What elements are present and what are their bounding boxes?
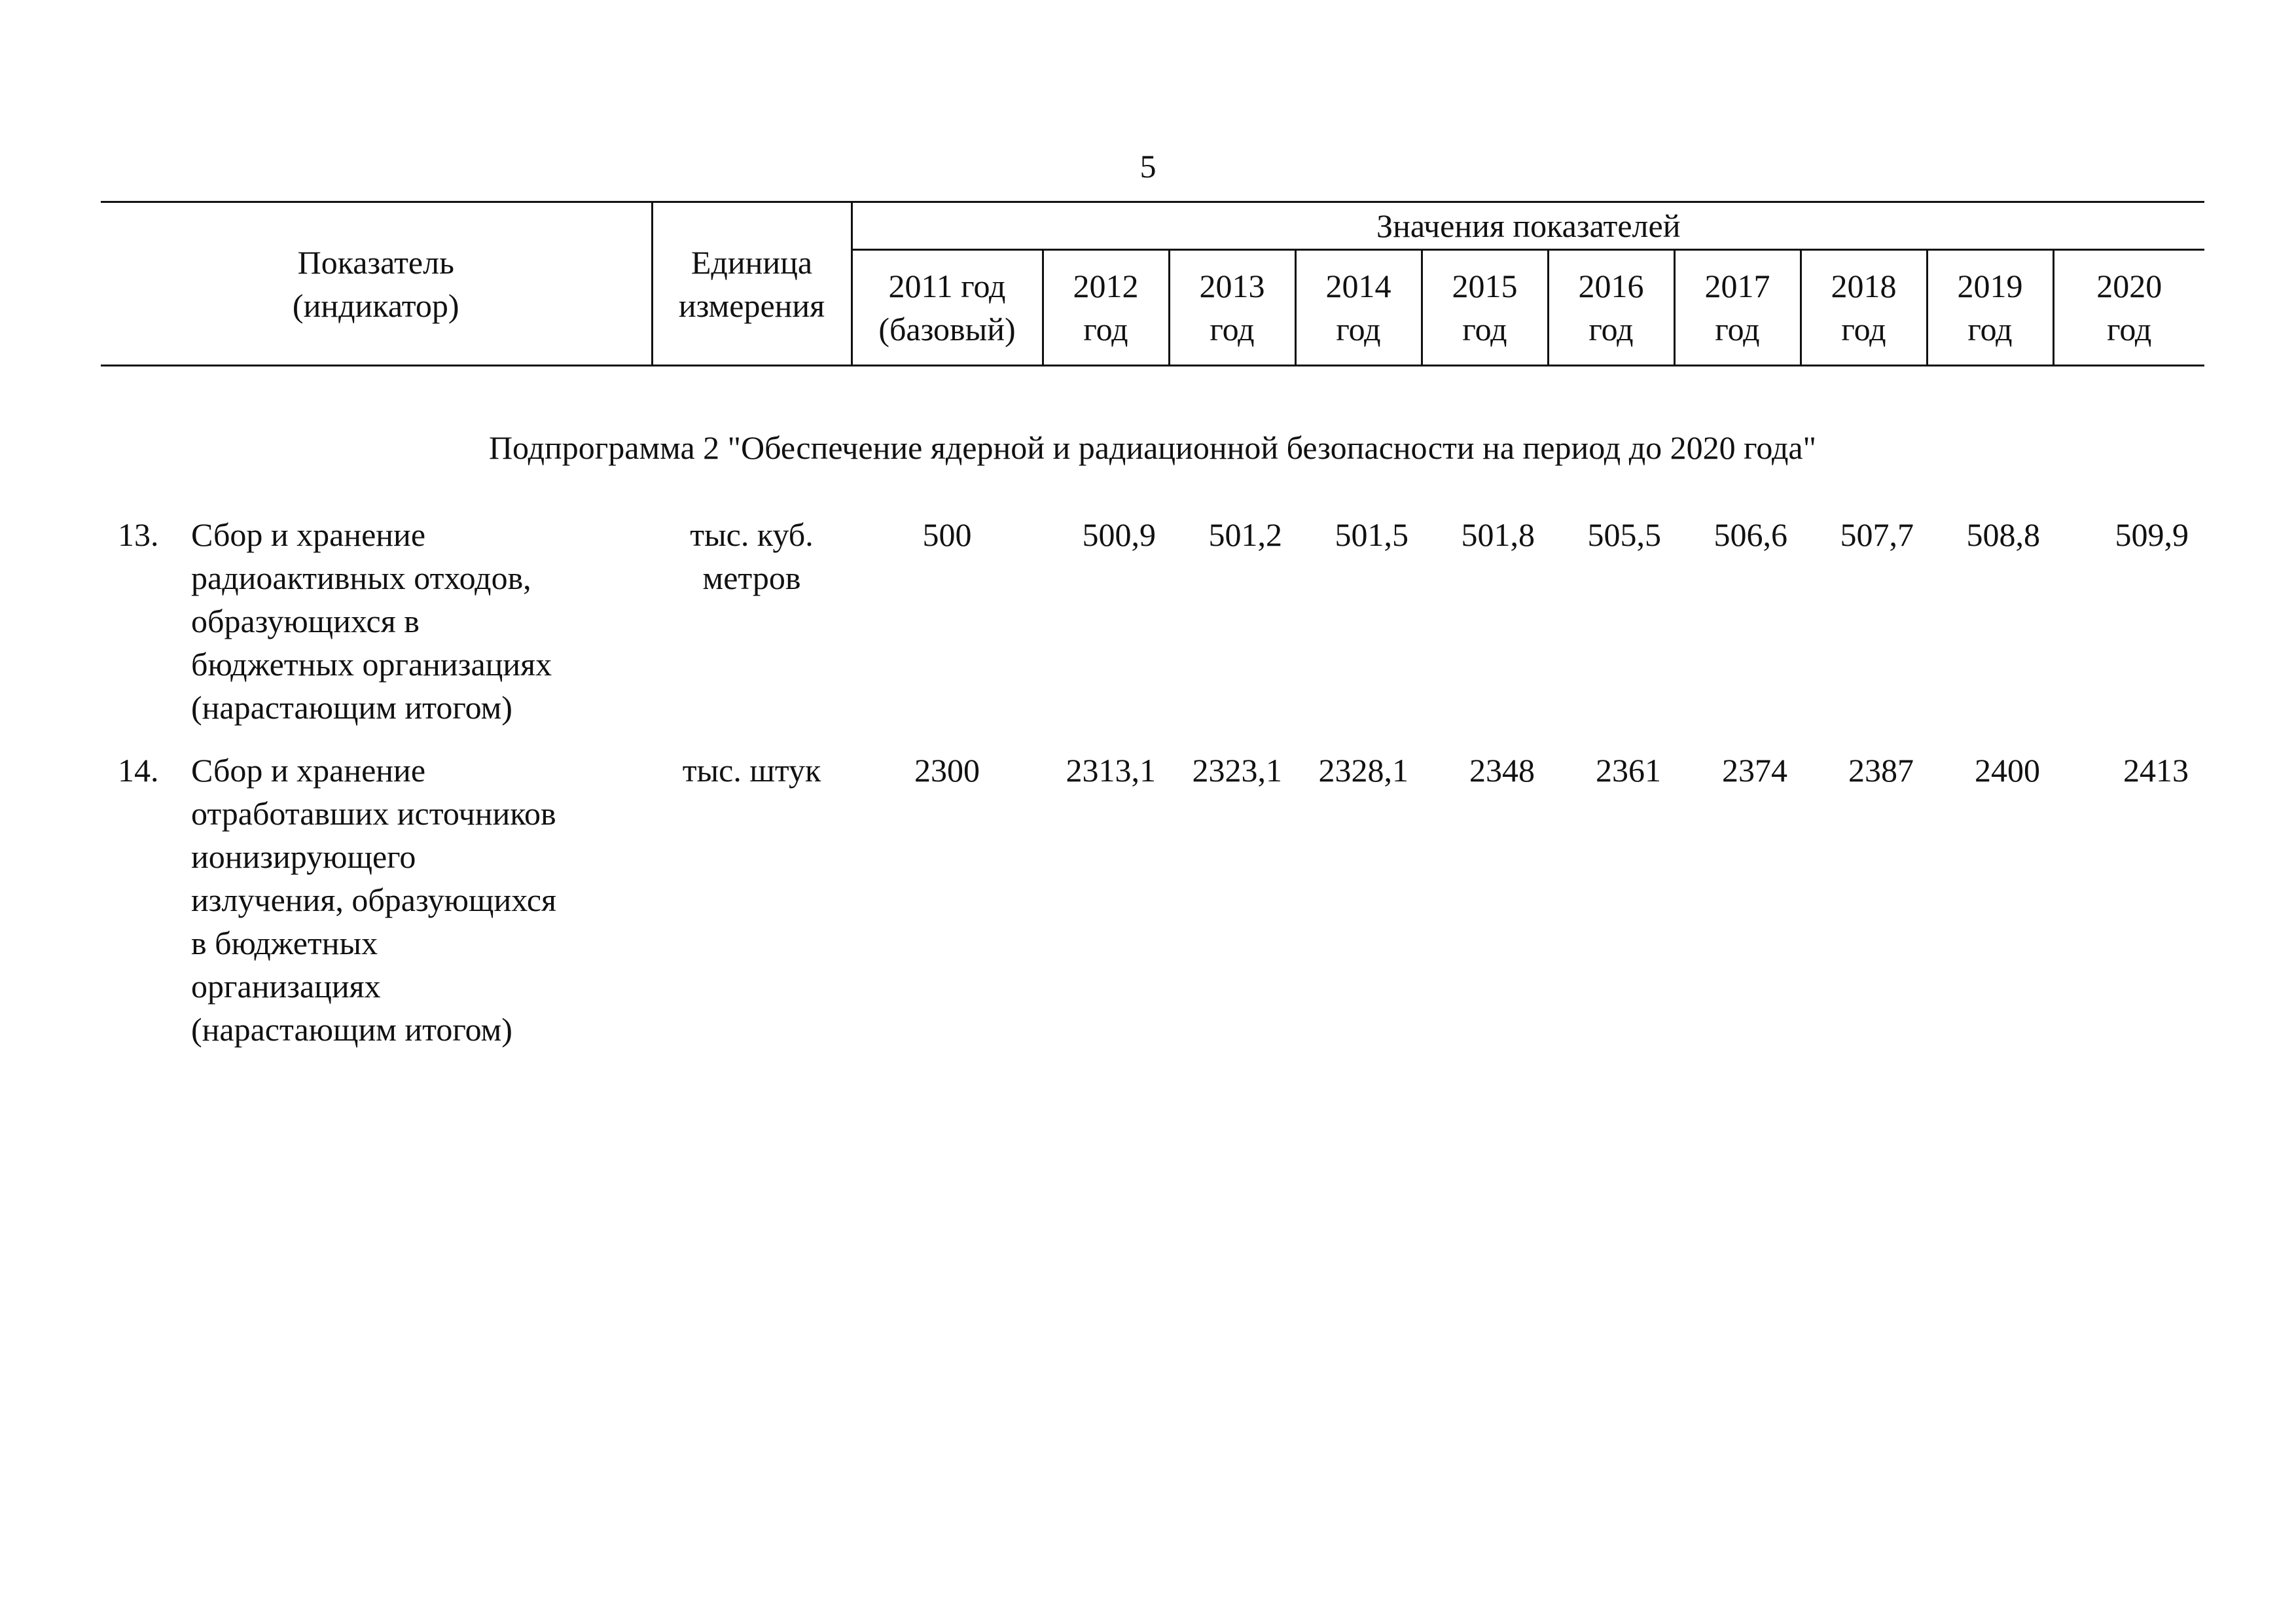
table-row bbox=[101, 749, 2204, 1076]
header-year-line-1: 2014 bbox=[1325, 268, 1391, 304]
header-year-line-2: год bbox=[1588, 311, 1634, 348]
value-2019: 508,8 bbox=[1966, 516, 2040, 553]
value-2016: 2361 bbox=[1596, 752, 1661, 789]
value-2012: 2313,1 bbox=[1066, 752, 1156, 789]
indicator-name-line: радиоактивных отходов, bbox=[191, 560, 531, 596]
header-year-line-1: 2013 bbox=[1199, 268, 1265, 304]
header-year-2020 bbox=[2053, 250, 2204, 366]
header-year-line-1: 2019 bbox=[1957, 268, 2023, 304]
value-2014: 2328,1 bbox=[1318, 752, 1408, 789]
header-year-2015 bbox=[1422, 250, 1548, 366]
header-year-line-2: (базовый) bbox=[878, 311, 1016, 348]
value-2013: 2323,1 bbox=[1192, 752, 1282, 789]
header-year-line-1: 2012 bbox=[1073, 268, 1139, 304]
header-year-line-1: 2016 bbox=[1578, 268, 1644, 304]
table-body bbox=[101, 366, 2204, 1077]
value-2018: 507,7 bbox=[1840, 516, 1914, 553]
header-year-2016 bbox=[1548, 250, 1674, 366]
section-title: Подпрограмма 2 "Обеспечение ядерной и радиационной безопасности на период до 2020 года" bbox=[488, 429, 1817, 466]
header-year-2012 bbox=[1043, 250, 1169, 366]
header-year-2011 bbox=[852, 250, 1043, 366]
page-number: 5 bbox=[1139, 148, 1157, 185]
table-row bbox=[101, 513, 2204, 749]
value-2013: 501,2 bbox=[1208, 516, 1282, 553]
header-year-line-1: 2017 bbox=[1704, 268, 1770, 304]
indicator-name-line: (нарастающим итогом) bbox=[191, 689, 512, 726]
header-year-line-2: год bbox=[1841, 311, 1886, 348]
header-year-2013 bbox=[1169, 250, 1295, 366]
indicator-cell bbox=[101, 749, 652, 1076]
value-2015: 501,8 bbox=[1461, 516, 1535, 553]
header-year-line-2: год bbox=[1210, 311, 1255, 348]
value-2018: 2387 bbox=[1848, 752, 1914, 789]
header-year-line-2: год bbox=[1462, 311, 1507, 348]
header-year-2019 bbox=[1927, 250, 2053, 366]
header-indicator bbox=[101, 202, 652, 366]
row-number: 14. bbox=[118, 752, 159, 789]
indicators-table bbox=[101, 201, 2204, 1076]
value-2011: 500 bbox=[922, 516, 972, 553]
value-2017: 506,6 bbox=[1713, 516, 1787, 553]
header-year-line-2: год bbox=[1336, 311, 1381, 348]
header-year-line-2: год bbox=[2107, 311, 2152, 348]
value-2020: 2413 bbox=[2123, 752, 2189, 789]
indicator-name bbox=[191, 749, 652, 1051]
indicator-name-line: бюджетных организациях bbox=[191, 646, 552, 683]
value-2016: 505,5 bbox=[1587, 516, 1661, 553]
indicator-name-line: ионизирующего bbox=[191, 838, 416, 875]
indicator-name-line: в бюджетных bbox=[191, 925, 378, 961]
header-year-2014 bbox=[1295, 250, 1422, 366]
unit-cell bbox=[652, 749, 852, 1076]
table-header bbox=[101, 202, 2204, 366]
value-2020: 509,9 bbox=[2115, 516, 2189, 553]
header-unit-line-1: Единица bbox=[691, 243, 813, 281]
indicator-name-line: образующихся в bbox=[191, 603, 420, 639]
value-2019: 2400 bbox=[1975, 752, 2040, 789]
header-year-line-1: 2011 год bbox=[888, 268, 1006, 304]
row-number: 13. bbox=[118, 516, 159, 553]
header-year-line-2: год bbox=[1715, 311, 1760, 348]
header-year-2018 bbox=[1801, 250, 1927, 366]
indicator-cell bbox=[101, 513, 652, 749]
value-2012: 500,9 bbox=[1082, 516, 1156, 553]
indicator-name-line: Сбор и хранение bbox=[191, 516, 426, 553]
header-year-line-1: 2015 bbox=[1452, 268, 1518, 304]
unit-line: метров bbox=[702, 560, 801, 596]
value-2011: 2300 bbox=[914, 752, 980, 789]
indicator-name-line: излучения, образующихся bbox=[191, 882, 557, 918]
value-2017: 2374 bbox=[1722, 752, 1787, 789]
header-unit-line-2: измерения bbox=[678, 287, 825, 324]
header-unit bbox=[652, 202, 852, 366]
indicator-name-line: организациях bbox=[191, 968, 381, 1005]
indicator-name bbox=[191, 513, 652, 729]
unit-line: тыс. штук bbox=[682, 752, 821, 789]
value-2015: 2348 bbox=[1469, 752, 1535, 789]
indicator-name-line: Сбор и хранение bbox=[191, 752, 426, 789]
header-indicator-line-2: (индикатор) bbox=[292, 287, 459, 324]
header-year-line-1: 2020 bbox=[2096, 268, 2162, 304]
indicator-name-line: (нарастающим итогом) bbox=[191, 1011, 512, 1048]
value-2014: 501,5 bbox=[1335, 516, 1408, 553]
header-year-line-2: год bbox=[1967, 311, 2013, 348]
header-year-line-1: 2018 bbox=[1831, 268, 1897, 304]
indicator-name-line: отработавших источников bbox=[191, 795, 556, 832]
header-year-line-2: год bbox=[1083, 311, 1128, 348]
unit-line: тыс. куб. bbox=[690, 516, 814, 553]
header-year-2017 bbox=[1674, 250, 1801, 366]
unit-cell bbox=[652, 513, 852, 749]
header-values-group: Значения показателей bbox=[852, 202, 2204, 250]
header-indicator-line-1: Показатель bbox=[297, 243, 454, 281]
section-row bbox=[101, 366, 2204, 514]
